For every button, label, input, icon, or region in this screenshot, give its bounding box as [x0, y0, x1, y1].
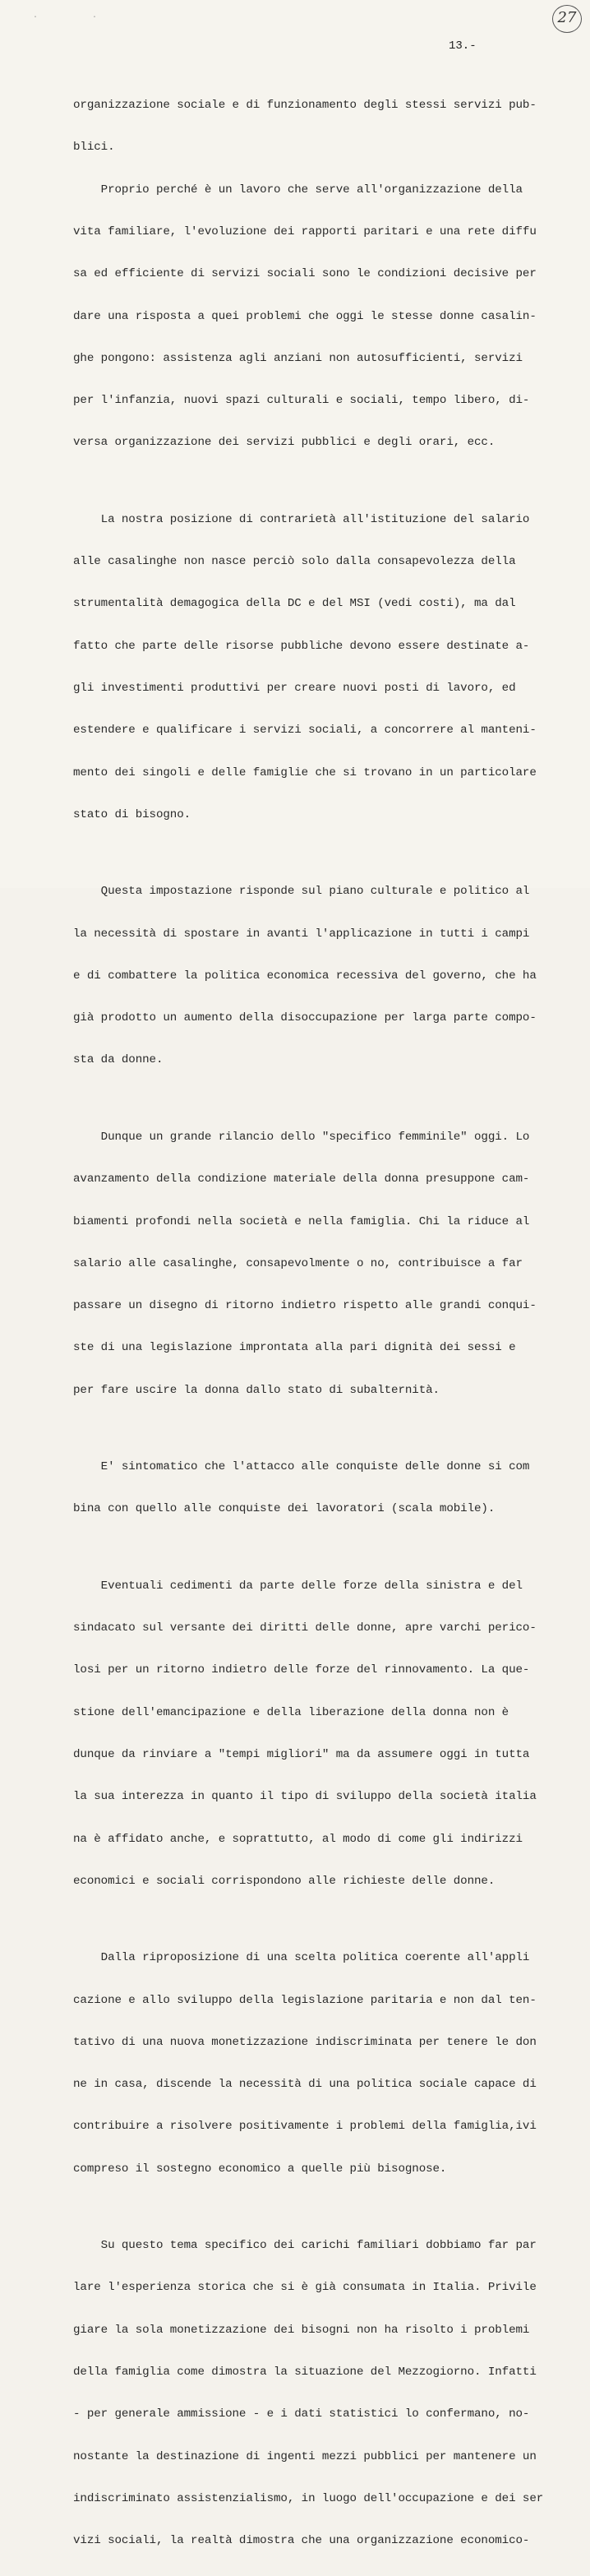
text-line: alle casalinghe non nasce perciò solo dalla consapevolezza della — [73, 555, 516, 569]
text-line: gli investimenti produttivi per creare nuovi posti di lavoro, ed — [73, 682, 516, 696]
text-line: Dalla riproposizione di una scelta politica coerente all'appli — [73, 1951, 530, 1965]
page-number: 13.- — [449, 39, 477, 53]
text-line: indiscriminato assistenzialismo, in luogo dell'occupazione e dei ser — [73, 2491, 544, 2505]
text-line: estendere e qualificare i servizi sociali, a concorrere al manteni- — [73, 724, 537, 738]
text-line: bina con quello alle conquiste dei lavoratori (scala mobile). — [73, 1502, 496, 1516]
text-line: sta da donne. — [73, 1053, 164, 1067]
text-line: contribuire a risolvere positivamente i problemi della famiglia,ivi — [73, 2120, 537, 2134]
text-line: per l'infanzia, nuovi spazi culturali e sociali, tempo libero, di- — [73, 394, 530, 408]
text-line: fatto che parte delle risorse pubbliche devono essere destinate a- — [73, 639, 530, 653]
text-line: vizi sociali, la realtà dimostra che una organizzazione economico- — [73, 2534, 530, 2548]
text-line: La nostra posizione di contrarietà all'istituzione del salario — [73, 512, 530, 526]
text-line: mento dei singoli e delle famiglie che si trovano in un particolare — [73, 765, 537, 779]
text-line: na è affidato anche, e soprattutto, al modo di come gli indirizzi — [73, 1832, 523, 1846]
text-line: passare un disegno di ritorno indietro rispetto alle grandi conqui- — [73, 1299, 537, 1313]
text-line: E' sintomatico che l'attacco alle conquiste delle donne si com — [73, 1460, 530, 1474]
text-line: la necessità di spostare in avanti l'applicazione in tutti i campi — [73, 927, 530, 941]
text-line: salario alle casalinghe, consapevolmente o no, contribuisce a far — [73, 1256, 523, 1270]
text-line: strumentalità demagogica della DC e del MSI (vedi costi), ma dal — [73, 597, 516, 611]
text-line: e di combattere la politica economica recessiva del governo, che ha — [73, 969, 537, 983]
text-line: Dunque un grande rilancio dello "specifico femminile" oggi. Lo — [73, 1130, 530, 1144]
text-line: stione dell'emancipazione e della liberazione della donna non è — [73, 1705, 509, 1719]
text-line: Eventuali cedimenti da parte delle forze della sinistra e del — [73, 1579, 523, 1593]
punch-marks: · · — [33, 13, 122, 22]
text-line: nostante la destinazione di ingenti mezzi pubblici per mantenere un — [73, 2449, 537, 2463]
text-line: Questa impostazione risponde sul piano culturale e politico al — [73, 885, 530, 899]
text-line: già prodotto un aumento della disoccupazione per larga parte compo- — [73, 1011, 537, 1025]
text-line: blici. — [73, 141, 115, 155]
text-line: della famiglia come dimostra la situazione del Mezzogiorno. Infatti — [73, 2366, 537, 2379]
text-line: dunque da rinviare a "tempi migliori" ma da assumere oggi in tutta — [73, 1747, 530, 1761]
text-line: giare la sola monetizzazione dei bisogni non ha risolto i problemi — [73, 2323, 530, 2337]
text-line: lare l'esperienza storica che si è già consumata in Italia. Privile — [73, 2281, 537, 2295]
text-line: per fare uscire la donna dallo stato di subalternità. — [73, 1383, 440, 1397]
text-line: organizzazione sociale e di funzionamento degli stessi servizi pub- — [73, 99, 537, 113]
text-line: Su questo tema specifico dei carichi familiari dobbiamo far par — [73, 2239, 537, 2253]
text-line: compreso il sostegno economico a quelle più bisognose. — [73, 2162, 447, 2176]
text-line: stato di bisogno. — [73, 807, 191, 821]
text-line: economici e sociali corrispondono alle richieste delle donne. — [73, 1874, 496, 1888]
text-line: la sua interezza in quanto il tipo di sviluppo della società italia — [73, 1790, 537, 1804]
text-line: losi per un ritorno indietro delle forze del rinnovamento. La que- — [73, 1663, 530, 1677]
text-line: sa ed efficiente di servizi sociali sono le condizioni decisive per — [73, 267, 537, 281]
text-line: avanzamento della condizione materiale della donna presuppone cam- — [73, 1172, 530, 1186]
text-line: biamenti profondi nella società e nella famiglia. Chi la riduce al — [73, 1214, 530, 1228]
body-text — [73, 71, 550, 2576]
text-line: ste di una legislazione improntata alla pari dignità dei sessi e — [73, 1341, 516, 1355]
text-line: tativo di una nuova monetizzazione indiscriminata per tenere le don — [73, 2035, 537, 2049]
text-line: vita familiare, l'evoluzione dei rapporti paritari e una rete diffu — [73, 225, 537, 239]
text-line: Proprio perché è un lavoro che serve all'organizzazione della — [73, 183, 523, 197]
text-line: ghe pongono: assistenza agli anziani non autosufficienti, servizi — [73, 351, 523, 365]
text-line: dare una risposta a quei problemi che oggi le stesse donne casalin- — [73, 309, 537, 323]
text-line: sindacato sul versante dei diritti delle donne, apre varchi perico- — [73, 1621, 537, 1635]
text-line: ne in casa, discende la necessità di una politica sociale capace di — [73, 2078, 537, 2092]
text-line: - per generale ammissione - e i dati statistici lo confermano, no- — [73, 2407, 530, 2421]
page-stamp: 27 — [552, 5, 582, 33]
text-line: cazione e allo sviluppo della legislazione paritaria e non dal ten- — [73, 1993, 537, 2007]
text-line: versa organizzazione dei servizi pubblici e degli orari, ecc. — [73, 436, 496, 450]
